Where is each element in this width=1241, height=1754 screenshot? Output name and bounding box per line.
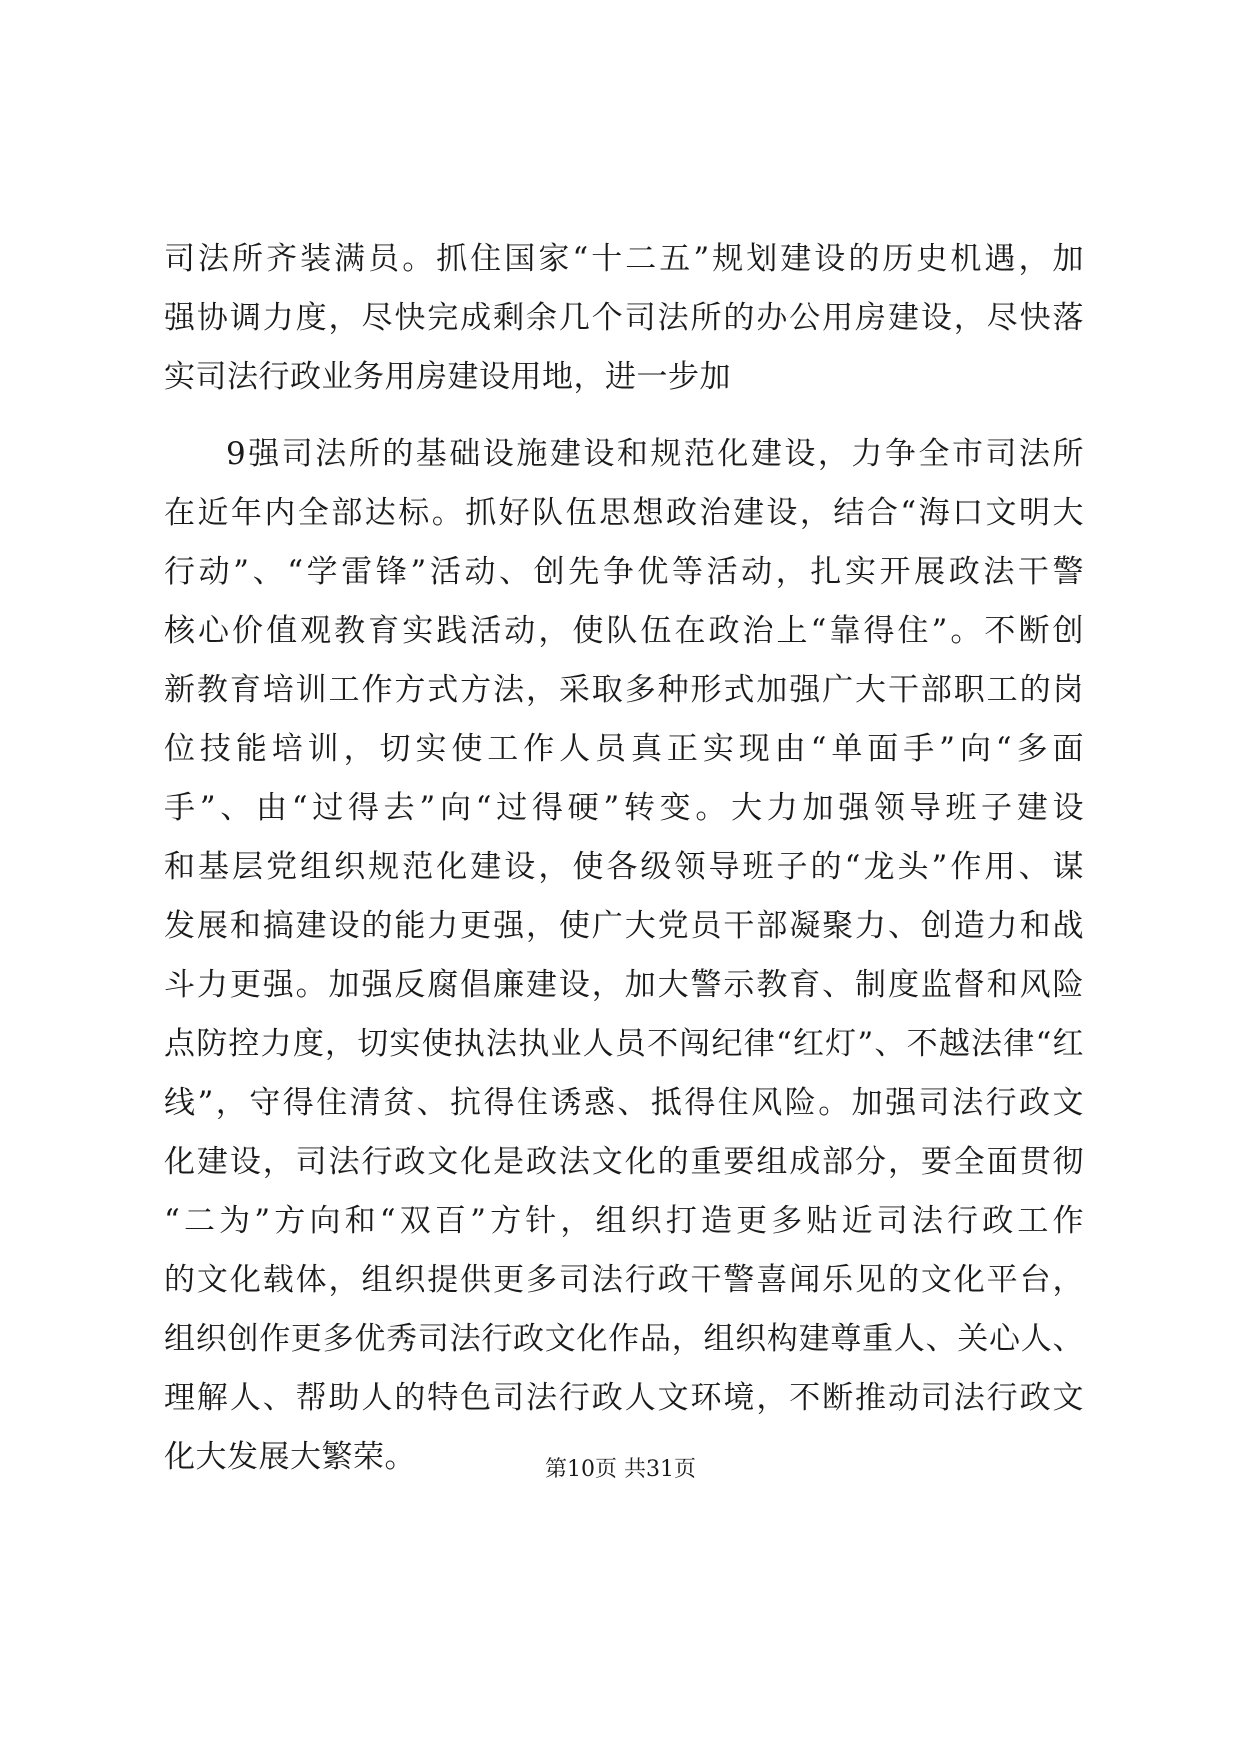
- text-line: 线”，守得住清贫、抗得住诱惑、抵得住风险。加强司法行政文: [164, 1085, 1084, 1121]
- text-line: 化大发展大繁荣。: [164, 1439, 416, 1475]
- text-line: 和基层党组织规范化建设，使各级领导班子的“龙头”作用、谋: [164, 849, 1084, 885]
- text-line: 新教育培训工作方式方法，采取多种形式加强广大干部职工的岗: [164, 672, 1084, 708]
- paragraph-2: [164, 425, 1084, 1487]
- text-line: 实司法行政业务用房建设用地，进一步加: [164, 359, 731, 395]
- text-line: “二为”方向和“双百”方针，组织打造更多贴近司法行政工作: [164, 1203, 1084, 1239]
- text-line: 理解人、帮助人的特色司法行政人文环境，不断推动司法行政文: [164, 1380, 1084, 1416]
- text-line: 斗力更强。加强反腐倡廉建设，加大警示教育、制度监督和风险: [164, 967, 1084, 1003]
- paragraph-gap: [164, 407, 1084, 425]
- text-line: 在近年内全部达标。抓好队伍思想政治建设，结合“海口文明大: [164, 495, 1084, 531]
- text-line: 位技能培训，切实使工作人员真正实现由“单面手”向“多面: [164, 731, 1084, 767]
- text-line: 的文化载体，组织提供更多司法行政干警喜闻乐见的文化平台，: [164, 1262, 1084, 1298]
- text-line: 行动”、“学雷锋”活动、创先争优等活动，扎实开展政法干警: [164, 554, 1084, 590]
- text-line: 组织创作更多优秀司法行政文化作品，组织构建尊重人、关心人、: [164, 1321, 1084, 1357]
- paragraph-1: [164, 230, 1084, 407]
- text-line: 核心价值观教育实践活动，使队伍在政治上“靠得住”。不断创: [164, 613, 1084, 649]
- document-body: [164, 230, 1084, 1487]
- page-number: 第10页 共31页: [545, 1457, 696, 1482]
- text-line: 手”、由“过得去”向“过得硬”转变。大力加强领导班子建设: [164, 790, 1084, 826]
- page-footer: [0, 1452, 1241, 1483]
- text-line: 点防控力度，切实使执法执业人员不闯纪律“红灯”、不越法律“红: [164, 1026, 1084, 1062]
- text-line: 9强司法所的基础设施建设和规范化建设，力争全市司法所: [226, 436, 1084, 472]
- text-line: 强协调力度，尽快完成剩余几个司法所的办公用房建设，尽快落: [164, 300, 1084, 336]
- text-line: 化建设，司法行政文化是政法文化的重要组成部分，要全面贯彻: [164, 1144, 1084, 1180]
- text-line: 发展和搞建设的能力更强，使广大党员干部凝聚力、创造力和战: [164, 908, 1084, 944]
- text-line: 司法所齐装满员。抓住国家“十二五”规划建设的历史机遇，加: [164, 241, 1084, 277]
